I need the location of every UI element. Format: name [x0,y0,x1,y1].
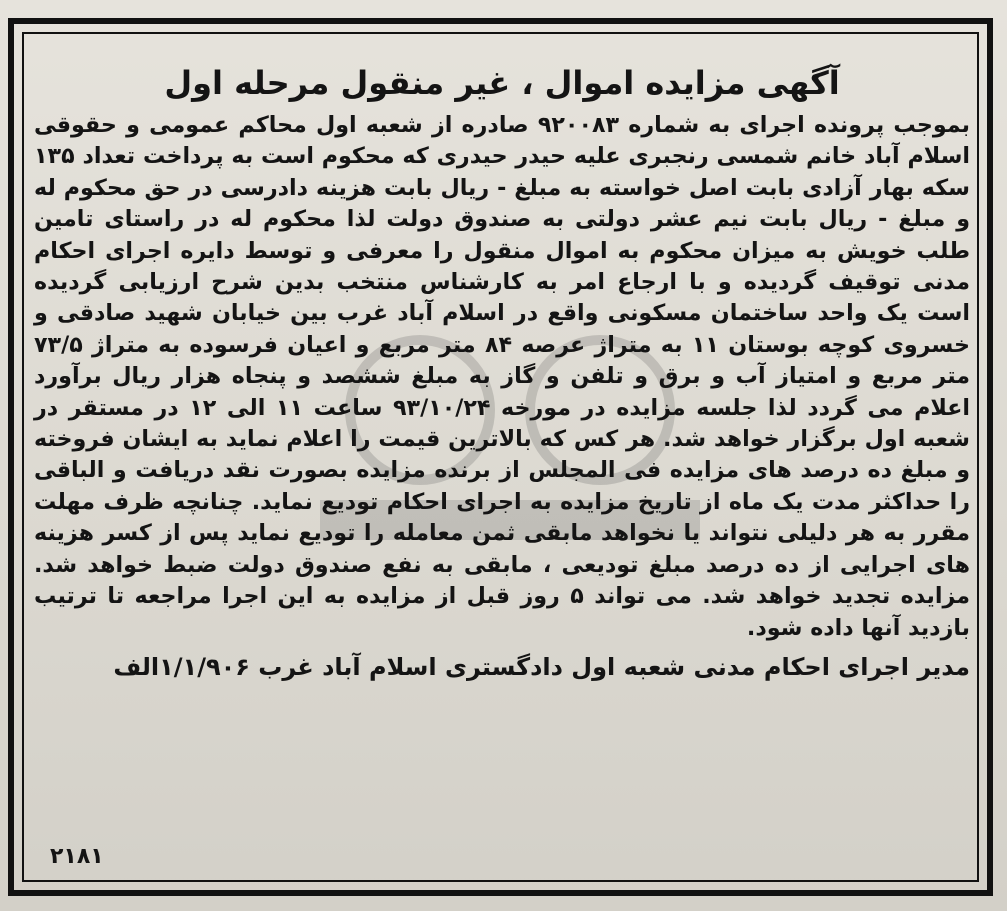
notice-content [34,62,970,684]
notice-body: بموجب پرونده اجرای به شماره ۹۲۰۰۸۳ صادره از شعبه اول محاکم عمومی و حقوقی اسلام آباد خانم شمسی رنجبری علیه حیدر حیدری که محکوم است به پرداخت تعداد ۱۳۵ سکه بهار آزادی بابت اصل خواسته به مبلغ - ریال بابت هزینه دادرسی در حق محکوم له و مبلغ - ریال بابت نیم عشر دولتی به صندوق دولت لذا محکوم له در راستای تامین طلب خویش به میزان محکوم به اموال منقول را معرفی و توسط دایره اجرای احکام مدنی توقیف گردیده و با ارجاع امر به کارشناس منتخب بدین شرح ارزیابی گردیده است یک واحد ساختمان مسکونی واقع در اسلام آباد غرب بین خیابان شهید صادقی و خسروی کوچه بوستان ۱۱ به متراژ عرصه ۸۴ متر مربع و اعیان فرسوده به متراژ ۷۳/۵ متر مربع و امتیاز آب و برق و تلفن و گاز به مبلغ ششصد و پنجاه هزار ریال برآورد اعلام می گردد لذا جلسه مزایده در مورخه ۹۳/۱۰/۲۴ ساعت ۱۱ الی ۱۲ در مستقر در شعبه اول برگزار خواهد شد. هر کس که بالاترین قیمت را اعلام نماید به ایشان فروخته و مبلغ ده درصد های مزایده فی المجلس از برنده مزایده بصورت نقد دریافت و الباقی را حداکثر مدت یک ماه از تاریخ مزایده به اجرای احکام توديع نماید. چنانچه ظرف مهلت مقرر به هر دلیلی نتواند یا نخواهد مابقی ثمن معامله را تودیع نماید پس از کسر هزینه های اجرایی از ده درصد مبلغ توديعی ، مابقی به نفع صندوق دولت ضبط خواهد شد. مزایده تجدید خواهد شد. می تواند ۵ روز قبل از مزایده به این اجرا مراجعه تا ترتیب بازدید آنها داده شود. [34,112,970,641]
notice-signature: مدیر اجرای احکام مدنی شعبه اول دادگستری اسلام آباد غرب ۱/۱/۹۰۶الف [113,652,970,681]
notice-code: ۲۱۸۱ [50,844,104,869]
notice-title: آگهی مزایده اموال ، غیر منقول مرحله اول [164,64,840,102]
